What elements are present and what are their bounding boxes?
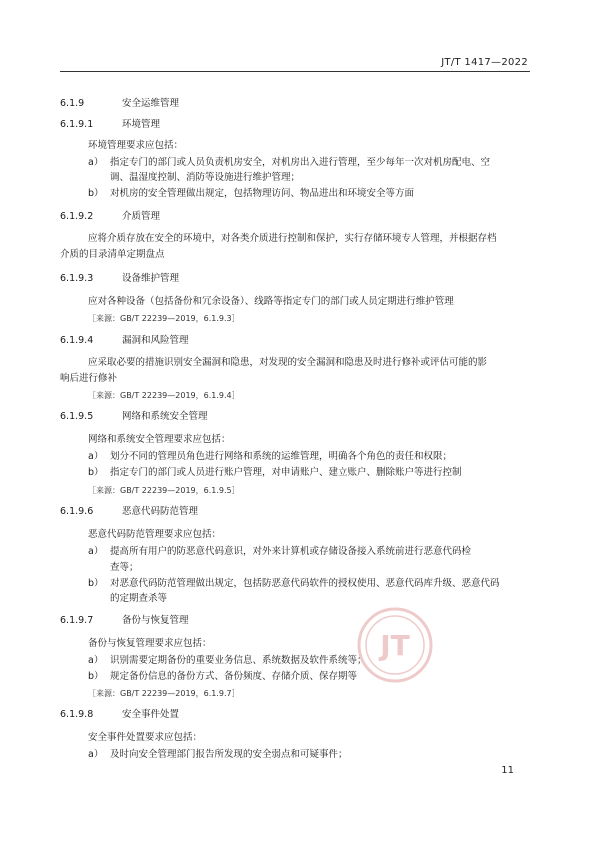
- list-marker: a）: [88, 546, 104, 557]
- body-text: 应采取必要的措施识别安全漏洞和隐患，对发现的安全漏洞和隐患及时进行修补或评估可能的影: [88, 357, 488, 368]
- section-heading: [60, 505, 198, 518]
- section-title: 设备维护管理: [122, 273, 180, 284]
- list-marker: b）: [88, 671, 104, 682]
- section-heading: [60, 708, 179, 721]
- section-title: 备份与恢复管理: [122, 615, 189, 626]
- section-number: 6.1.9.8: [60, 709, 94, 720]
- section-number: 6.1.9.7: [60, 615, 94, 626]
- body-text-continuation: 响后进行修补: [60, 373, 118, 384]
- header-rule: [60, 71, 530, 72]
- section-number: 6.1.9.6: [60, 506, 94, 517]
- list-item: [88, 545, 471, 558]
- list-item-continuation: 调、温湿度控制、消防等设施进行维护管理；: [110, 172, 301, 183]
- list-item-text: 指定专门的部门或人员进行账户管理，对申请账户、建立账户、删除账户等进行控制: [110, 467, 462, 478]
- list-item: [88, 577, 500, 590]
- section-number: 6.1.9.2: [60, 211, 94, 222]
- standard-code-header: JT/T 1417—2022: [441, 57, 528, 68]
- body-text-continuation: 介质的目录清单定期盘点: [60, 249, 165, 260]
- section-number: 6.1.9.4: [60, 335, 94, 346]
- body-text: 安全事件处置要求应包括：: [88, 732, 203, 743]
- list-item: [88, 187, 414, 200]
- list-item-continuation: 查等；: [110, 562, 139, 573]
- body-text: 网络和系统安全管理要求应包括：: [88, 434, 231, 445]
- section-title: 恶意代码防范管理: [122, 506, 199, 517]
- jt-watermark-stamp: [355, 605, 435, 685]
- section-title: 安全事件处置: [122, 709, 180, 720]
- section-number: 6.1.9: [60, 98, 85, 109]
- section-heading: [60, 410, 208, 423]
- source-citation: ［来源：GB/T 22239—2019，6.1.9.7］: [88, 689, 240, 698]
- section-heading: [60, 614, 189, 627]
- list-marker: b）: [88, 188, 104, 199]
- list-marker: a）: [88, 451, 104, 462]
- list-item-continuation: 的定期查杀等: [110, 593, 168, 604]
- list-item-text: 及时向安全管理部门报告所发现的安全弱点和可疑事件；: [110, 749, 348, 760]
- section-heading: [60, 334, 189, 347]
- list-marker: a）: [88, 157, 104, 168]
- section-title: 网络和系统安全管理: [122, 411, 208, 422]
- list-item: [88, 748, 348, 761]
- list-item-text: 对机房的安全管理做出规定，包括物理访问、物品进出和环境安全等方面: [110, 188, 415, 199]
- list-item: [88, 654, 367, 667]
- body-text: 备份与恢复管理要求应包括：: [88, 638, 212, 649]
- list-item-text: 提高所有用户的防恶意代码意识，对外来计算机或存储设备接入系统前进行恶意代码检: [110, 546, 472, 557]
- body-text: 应将介质存放在安全的环境中，对各类介质进行控制和保护，实行存储环境专人管理，并根据存档: [88, 233, 497, 244]
- list-item: [88, 670, 357, 683]
- section-heading: [60, 97, 179, 110]
- source-citation: ［来源：GB/T 22239—2019，6.1.9.3］: [88, 314, 240, 323]
- list-marker: a）: [88, 655, 104, 666]
- list-item-text: 指定专门的部门或人员负责机房安全，对机房出入进行管理，至少每年一次对机房配电、空: [110, 157, 491, 168]
- list-item-text: 划分不同的管理员角色进行网络和系统的运维管理，明确各个角色的责任和权限；: [110, 451, 453, 462]
- section-title: 安全运维管理: [122, 98, 180, 109]
- section-number: 6.1.9.3: [60, 273, 94, 284]
- list-item-text: 对恶意代码防范管理做出规定，包括防恶意代码软件的授权使用、恶意代码库升级、恶意代码: [110, 578, 500, 589]
- list-item-text: 规定备份信息的备份方式、备份频度、存储介质、保存期等: [110, 671, 358, 682]
- list-marker: a）: [88, 749, 104, 760]
- list-marker: b）: [88, 578, 104, 589]
- source-citation: ［来源：GB/T 22239—2019，6.1.9.5］: [88, 486, 240, 495]
- list-item-text: 识别需要定期备份的重要业务信息、系统数据及软件系统等；: [110, 655, 367, 666]
- section-title: 漏洞和风险管理: [122, 335, 189, 346]
- stamp-text: JT: [380, 629, 410, 662]
- section-heading: [60, 272, 179, 285]
- section-heading: [60, 210, 160, 223]
- section-title: 环境管理: [122, 119, 161, 130]
- section-title: 介质管理: [122, 211, 161, 222]
- list-item: [88, 466, 462, 479]
- page-number: 11: [501, 765, 514, 776]
- section-heading: [60, 118, 160, 131]
- body-text: 恶意代码防范管理要求应包括：: [88, 529, 222, 540]
- source-citation: ［来源：GB/T 22239—2019，6.1.9.4］: [88, 391, 240, 400]
- section-number: 6.1.9.5: [60, 411, 94, 422]
- list-marker: b）: [88, 467, 104, 478]
- list-item: [88, 156, 490, 169]
- list-item: [88, 450, 452, 463]
- body-text: 应对各种设备（包括备份和冗余设备）、线路等指定专门的部门或人员定期进行维护管理: [88, 296, 454, 307]
- body-text: 环境管理要求应包括：: [88, 140, 184, 151]
- section-number: 6.1.9.1: [60, 119, 94, 130]
